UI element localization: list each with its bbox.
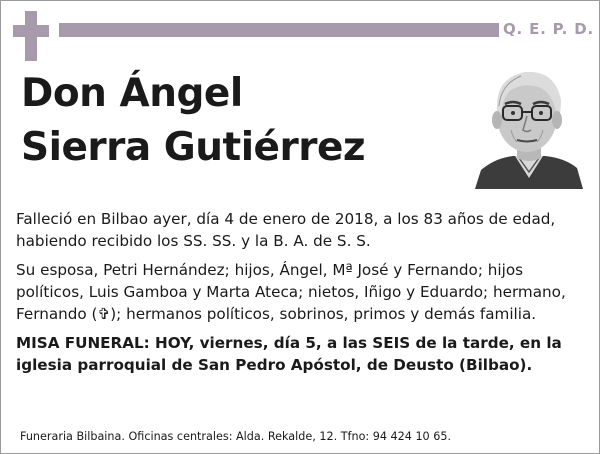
funeral-home-footer: Funeraria Bilbaina. Oficinas centrales: Alda. Rekalde, 12. Tfno: 94 424 10 65. <box>20 430 452 443</box>
death-notice-paragraph: Falleció en Bilbao ayer, día 4 de enero de 2018, a los 83 años de edad, habiendo recibido los SS. SS. y la B. A. de S. S. <box>16 210 556 250</box>
qepd-label: Q. E. P. D. <box>503 20 594 38</box>
obituary-body <box>16 208 588 383</box>
funeral-mass-paragraph: MISA FUNERAL: HOY, viernes, día 5, a las SEIS de la tarde, en la iglesia parroquial de San Pedro Apóstol, de Deusto (Bilbao). <box>16 334 562 374</box>
portrait-photo <box>475 60 583 189</box>
deceased-name <box>21 67 365 175</box>
family-paragraph: Su esposa, Petri Hernández; hijos, Ángel, Mª José y Fernando; hijos políticos, Luis Gamboa y Marta Ateca; nietos, Iñigo y Eduardo; hermano, Fernando (✞); hermanos políticos, sobrinos, primos y demás familia. <box>16 261 566 323</box>
header-band <box>59 23 499 37</box>
name-line-2: Sierra Gutiérrez <box>21 125 366 170</box>
name-line-1: Don Ángel <box>21 71 243 116</box>
cross-icon <box>13 11 49 61</box>
